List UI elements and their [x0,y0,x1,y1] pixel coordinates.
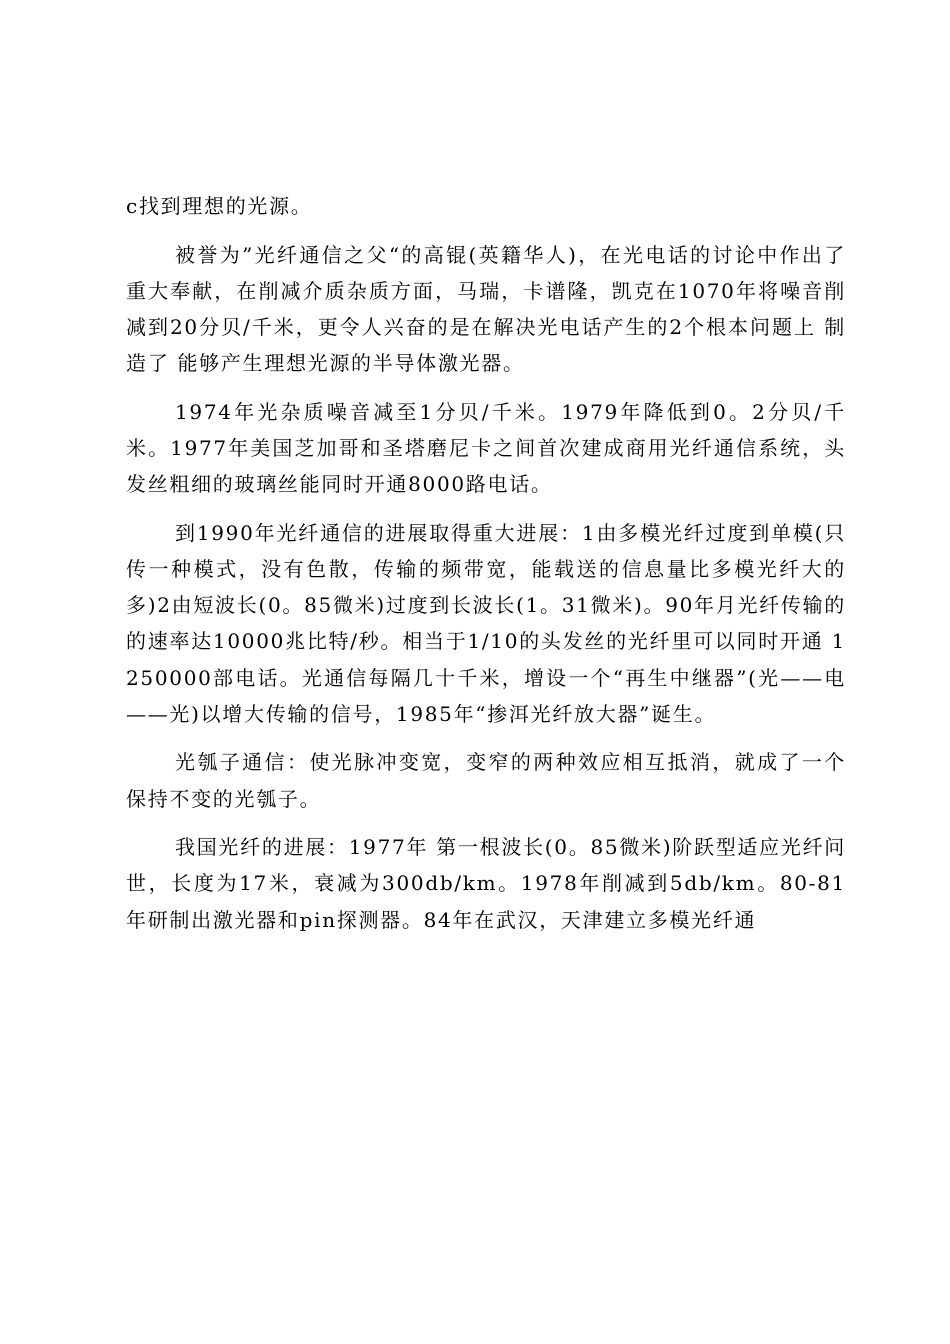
paragraph-1974-progress: 1974年光杂质噪音减至1分贝/千米。1979年降低到0。2分贝/千米。1977年美国芝加哥和圣塔磨尼卡之间首次建成商用光纤通信系统，头发丝粗细的玻璃丝能同时开通8000路电话。 [126,399,846,497]
paragraph-continuation: c找到理想的光源。 [126,194,313,218]
paragraph-charles-kao: 被誉为”光纤通信之父“的高锟(英籍华人)，在光电话的讨论中作出了重大奉献，在削减介质杂质方面，马瑞，卡谱隆，凯克在1070年将噪音削减到20分贝/千米，更令人兴奋的是在解决光电话产生的2个根本问题上 制造了 能够产生理想光源的半导体激光器。 [126,242,846,376]
paragraph-soliton: 光瓠子通信：使光脉冲变宽，变窄的两种效应相互抵消，就成了一个保持不变的光瓠子。 [126,750,846,811]
document-body [126,188,846,950]
paragraph-1990-progress: 到1990年光纤通信的进展取得重大进展：1由多模光纤过度到单模(只传一种模式，没有色散，传输的频带宽，能载送的信息量比多模光纤大的多)2由短波长(0。85微米)过度到长波长(1。31微米)。90年月光纤传输的的速率达10000兆比特/秒。相当于1/10的头发丝的光纤里可以同时开通 1250000部电话。光通信每隔几十千米，增设一个“再生中继器”(光——电——光)以增大传输的信号，1985年“掺洱光纤放大器”诞生。 [126,520,846,726]
paragraph-china-progress: 我国光纤的进展：1977年 第一根波长(0。85微米)阶跃型适应光纤问世，长度为17米，衰减为300db/km。1978年削减到5db/km。80-81年研制出激光器和pin探测器。84年在武汉，天津建立多模光纤通 [126,835,846,932]
